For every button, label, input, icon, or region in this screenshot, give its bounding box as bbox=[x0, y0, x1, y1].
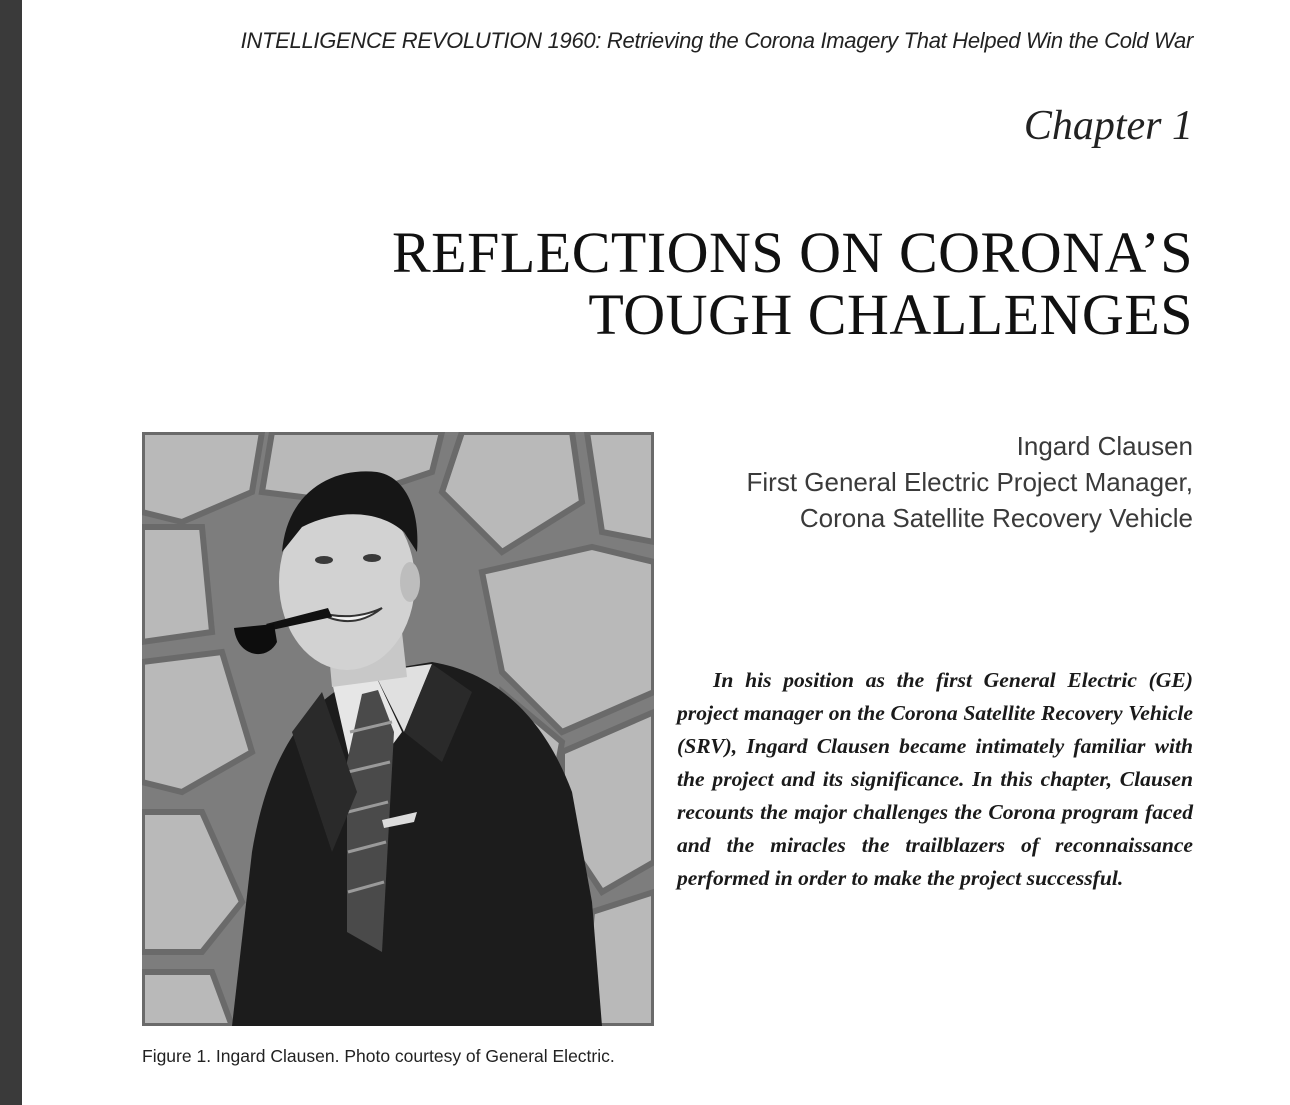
viewer-left-edge bbox=[0, 0, 22, 1105]
author-role-line-1: First General Electric Project Manager, bbox=[746, 467, 1193, 497]
figure-caption: Figure 1. Ingard Clausen. Photo courtesy of General Electric. bbox=[142, 1046, 615, 1066]
chapter-title-line-2: TOUGH CHALLENGES bbox=[588, 282, 1193, 347]
chapter-title-line-1: REFLECTIONS ON CORONA’S bbox=[391, 220, 1193, 285]
chapter-label: Chapter 1 bbox=[1023, 103, 1193, 149]
author-name: Ingard Clausen bbox=[1016, 431, 1193, 461]
chapter-title bbox=[293, 222, 1193, 346]
author-block bbox=[747, 428, 1194, 536]
author-role-line-2: Corona Satellite Recovery Vehicle bbox=[799, 503, 1193, 533]
running-header: INTELLIGENCE REVOLUTION 1960: Retrieving the Corona Imagery That Helped Win the Cold War bbox=[240, 28, 1193, 53]
author-photo bbox=[142, 432, 654, 1026]
chapter-abstract: In his position as the first General Electric (GE) project manager on the Corona Satellite Recovery Vehicle (SRV), Ingard Clausen became intimately familiar with the project and its significance. In this chapter, Clausen recounts the major challenges the Corona program faced and the miracles the trailblazers of reconnaissance performed in order to make the project successful. bbox=[677, 668, 1193, 890]
